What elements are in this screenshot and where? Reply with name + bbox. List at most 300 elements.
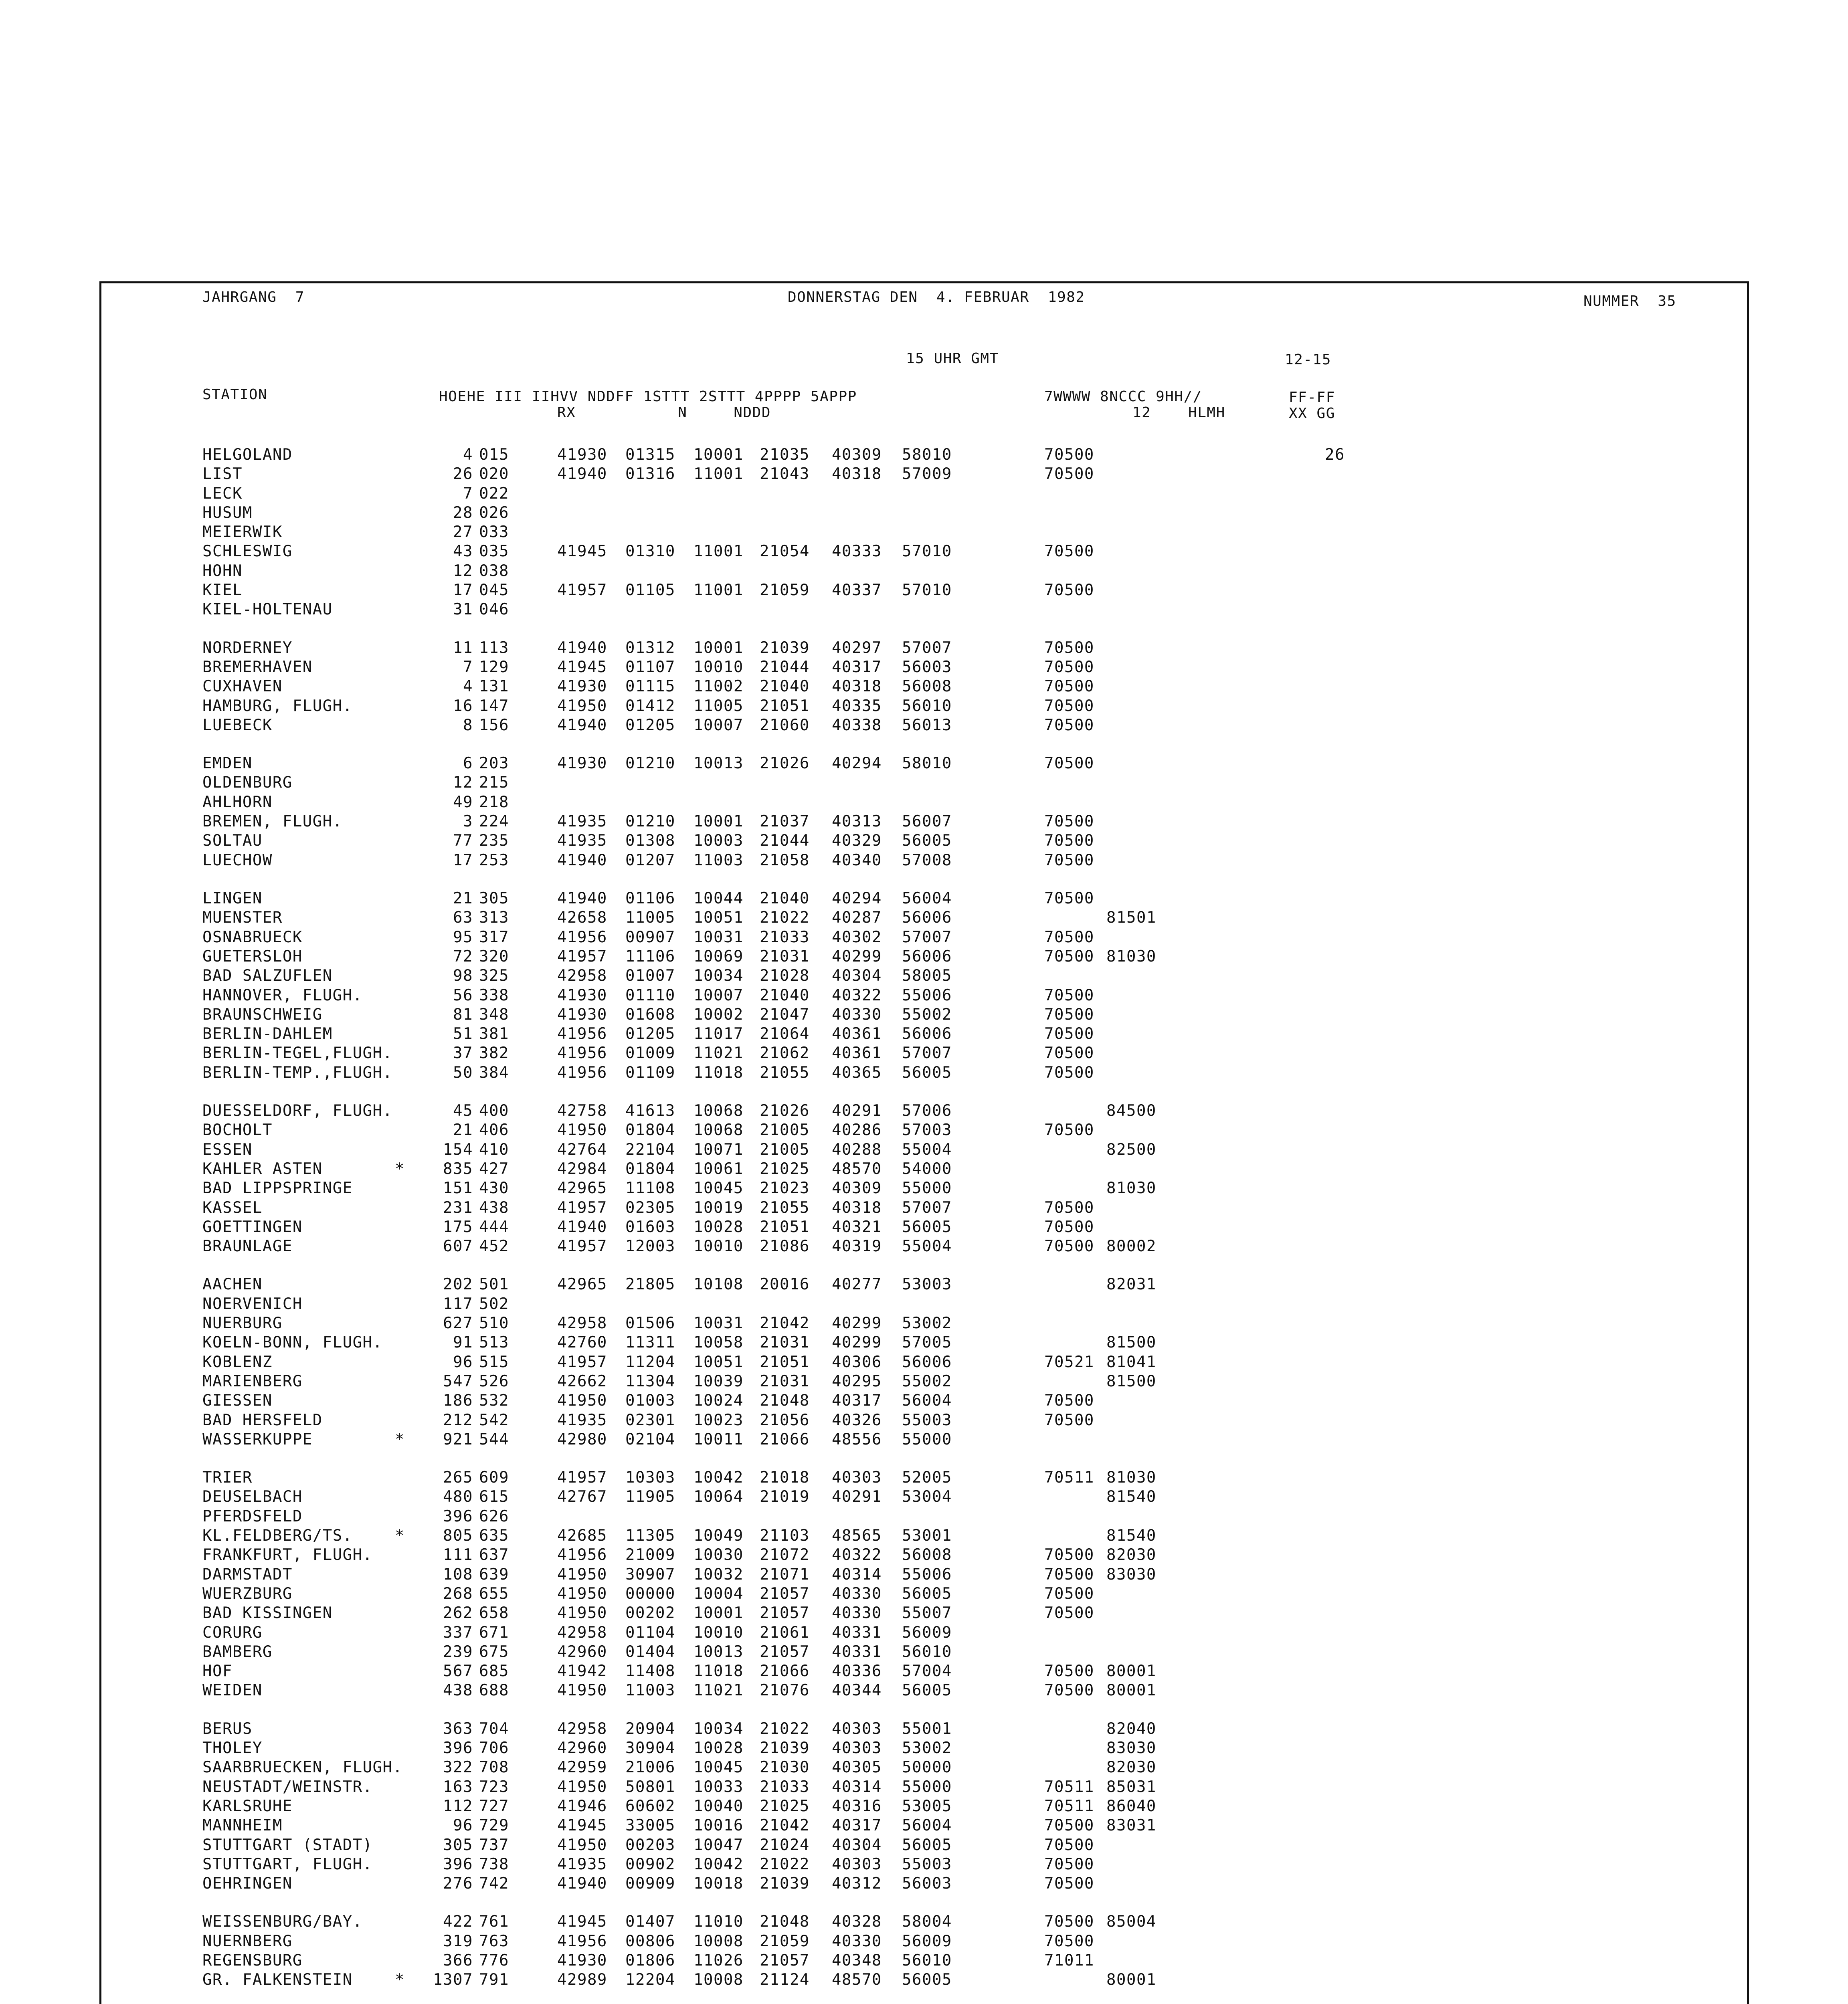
report-group: 21024 [760,1836,810,1854]
report-group: 81030 [1106,1179,1157,1197]
wind-gust: 26 [1325,446,1345,464]
report-group: 70500 [1044,1237,1094,1255]
report-group: 40286 [832,1121,882,1139]
report-group: 56005 [902,832,952,850]
report-group: 40326 [832,1411,882,1429]
report-group: 21054 [760,542,810,560]
report-group: 21022 [760,909,810,927]
report-group: 42958 [557,1314,607,1332]
report-group: 10061 [694,1160,744,1178]
report-group: 21037 [760,812,810,830]
station-height: 239 [443,1643,473,1661]
report-group: 10042 [694,1855,744,1873]
station-name: BRAUNSCHWEIG [202,1006,323,1024]
report-group: 40297 [832,639,882,657]
station-height: 43 [453,542,473,560]
report-group: 56003 [902,1875,952,1893]
report-group: 56009 [902,1624,952,1642]
volume-label: JAHRGANG 7 [202,289,305,305]
station-height: 81 [453,1006,473,1024]
report-group: 21026 [760,1102,810,1120]
report-group: 41950 [557,1604,607,1622]
report-group: 21056 [760,1411,810,1429]
report-group: 40277 [832,1275,882,1293]
report-group: 11001 [694,542,744,560]
report-group: 41950 [557,1392,607,1410]
station-name: LECK [202,485,243,503]
station-number: 026 [479,504,509,522]
report-group: 00902 [625,1855,675,1873]
station-name: LINGEN [202,889,263,907]
report-group: 21064 [760,1025,810,1043]
station-number: 338 [479,986,509,1004]
report-group: 40316 [832,1797,882,1815]
report-group: 50801 [625,1778,675,1796]
report-group: 10010 [694,1624,744,1642]
report-group: 10010 [694,1237,744,1255]
report-group: 21019 [760,1488,810,1506]
station-height: 322 [443,1758,473,1776]
report-group: 30907 [625,1566,675,1584]
station-name: NEUSTADT/WEINSTR. [202,1778,373,1796]
report-group: 40317 [832,1816,882,1834]
report-group: 40365 [832,1064,882,1082]
report-group: 01312 [625,639,675,657]
report-group: 40330 [832,1932,882,1950]
report-group: 01315 [625,446,675,464]
station-number: 253 [479,851,509,869]
station-height: 63 [453,909,473,927]
station-name: KIEL [202,581,243,599]
report-group: 70500 [1044,1681,1094,1699]
station-number: 776 [479,1951,509,1970]
station-height: 26 [453,465,473,483]
report-group: 21023 [760,1179,810,1197]
report-group: 41940 [557,1875,607,1893]
report-group: 01804 [625,1160,675,1178]
station-number: 215 [479,774,509,792]
report-group: 82030 [1106,1758,1157,1776]
report-group: 42984 [557,1160,607,1178]
report-group: 21066 [760,1430,810,1448]
report-group: 10033 [694,1778,744,1796]
station-number: 658 [479,1604,509,1622]
station-height: 27 [453,523,473,541]
station-name: BAD LIPPSPRINGE [202,1179,353,1197]
report-group: 10001 [694,1604,744,1622]
report-group: 70500 [1044,1411,1094,1429]
report-group: 82040 [1106,1720,1157,1738]
station-number: 410 [479,1141,509,1159]
station-height: 31 [453,600,473,618]
report-group: 10002 [694,1006,744,1024]
station-name: BAD SALZUFLEN [202,967,333,985]
station-name: KOELN-BONN, FLUGH. [202,1333,383,1351]
report-group: 10008 [694,1932,744,1950]
station-name: NORDERNEY [202,639,293,657]
report-group: 56004 [902,1392,952,1410]
station-height: 91 [453,1333,473,1351]
report-group: 10047 [694,1836,744,1854]
station-number: 738 [479,1855,509,1873]
report-group: 41950 [557,1778,607,1796]
station-number: 129 [479,658,509,676]
station-number: 320 [479,947,509,966]
report-group: 11002 [694,677,744,695]
report-group: 40304 [832,967,882,985]
station-number: 348 [479,1006,509,1024]
report-group: 70521 [1044,1353,1094,1371]
station-number: 438 [479,1199,509,1217]
report-group: 21059 [760,1932,810,1950]
station-number: 510 [479,1314,509,1332]
report-group: 41950 [557,1121,607,1139]
report-group: 56004 [902,1816,952,1834]
report-group: 70500 [1044,1199,1094,1217]
report-group: 21006 [625,1758,675,1776]
station-height: 12 [453,774,473,792]
report-group: 40338 [832,716,882,734]
report-group: 70500 [1044,677,1094,695]
report-group: 21039 [760,639,810,657]
report-group: 48556 [832,1430,882,1448]
report-group: 21057 [760,1951,810,1970]
station-height: 50 [453,1064,473,1082]
station-height: 186 [443,1392,473,1410]
report-group: 42960 [557,1643,607,1661]
report-group: 11017 [694,1025,744,1043]
station-height: 96 [453,1816,473,1834]
report-group: 21033 [760,928,810,946]
report-group: 10024 [694,1392,744,1410]
report-group: 41957 [557,947,607,966]
report-group: 10008 [694,1971,744,1989]
station-name: MANNHEIM [202,1816,283,1834]
station-height: 21 [453,889,473,907]
report-group: 01205 [625,1025,675,1043]
report-group: 00000 [625,1585,675,1603]
station-height: 305 [443,1836,473,1854]
station-name: STUTTGART, FLUGH. [202,1855,373,1873]
report-group: 01806 [625,1951,675,1970]
report-group: 01110 [625,986,675,1004]
report-group: 10071 [694,1141,744,1159]
report-group: 10034 [694,1720,744,1738]
report-group: 12003 [625,1237,675,1255]
report-group: 42959 [557,1758,607,1776]
report-group: 56006 [902,909,952,927]
report-group: 70500 [1044,1546,1094,1564]
report-group: 21044 [760,658,810,676]
report-group: 21040 [760,677,810,695]
report-group: 56003 [902,658,952,676]
report-group: 81540 [1106,1488,1157,1506]
report-group: 56013 [902,716,952,734]
report-group: 57004 [902,1662,952,1680]
col-header-station: STATION [202,386,268,403]
report-group: 40288 [832,1141,882,1159]
report-group: 21031 [760,947,810,966]
report-group: 41945 [557,542,607,560]
report-group: 55000 [902,1778,952,1796]
report-group: 41942 [557,1662,607,1680]
station-number: 609 [479,1469,509,1487]
report-group: 85031 [1106,1778,1157,1796]
station-number: 020 [479,465,509,483]
report-group: 57008 [902,851,952,869]
report-group: 10045 [694,1758,744,1776]
station-number: 381 [479,1025,509,1043]
report-group: 41940 [557,465,607,483]
station-name: LIST [202,465,243,483]
report-group: 41946 [557,1797,607,1815]
report-group: 10028 [694,1218,744,1236]
report-group: 41956 [557,928,607,946]
station-number: 685 [479,1662,509,1680]
station-height: 276 [443,1875,473,1893]
station-number: 515 [479,1353,509,1371]
report-group: 55007 [902,1604,952,1622]
station-height: 6 [463,754,473,772]
report-group: 10001 [694,812,744,830]
report-group: 41957 [557,1199,607,1217]
report-group: 80001 [1106,1971,1157,1989]
station-name: BERLIN-TEGEL,FLUGH. [202,1044,393,1062]
station-height: 627 [443,1314,473,1332]
station-number: 526 [479,1372,509,1390]
report-group: 21071 [760,1566,810,1584]
report-group: 57009 [902,465,952,483]
report-group: 10013 [694,1643,744,1661]
report-group: 40348 [832,1951,882,1970]
report-group: 57007 [902,928,952,946]
report-group: 11311 [625,1333,675,1351]
station-name: THOLEY [202,1739,263,1757]
report-group: 10004 [694,1585,744,1603]
report-group: 70500 [1044,1875,1094,1893]
report-group: 40318 [832,1199,882,1217]
station-name: EMDEN [202,754,253,772]
report-group: 11003 [625,1681,675,1699]
station-number: 046 [479,600,509,618]
report-group: 10018 [694,1875,744,1893]
report-group: 11026 [694,1951,744,1970]
report-group: 21051 [760,1353,810,1371]
station-height: 567 [443,1662,473,1680]
report-group: 70500 [1044,1025,1094,1043]
report-group: 01603 [625,1218,675,1236]
report-group: 11204 [625,1353,675,1371]
report-group: 41945 [557,658,607,676]
report-group: 70500 [1044,754,1094,772]
report-group: 21028 [760,967,810,985]
report-group: 70500 [1044,1836,1094,1854]
station-name: LUECHOW [202,851,273,869]
report-group: 55003 [902,1855,952,1873]
report-group: 01404 [625,1643,675,1661]
station-number: 444 [479,1218,509,1236]
report-group: 57007 [902,1044,952,1062]
station-number: 615 [479,1488,509,1506]
report-group: 41950 [557,697,607,715]
report-group: 55002 [902,1372,952,1390]
report-group: 70500 [1044,1006,1094,1024]
station-name: MEIERWIK [202,523,283,541]
report-group: 40299 [832,947,882,966]
report-group: 40336 [832,1662,882,1680]
report-group: 01107 [625,658,675,676]
station-height: 12 [453,562,473,580]
report-group: 70511 [1044,1469,1094,1487]
report-group: 56009 [902,1932,952,1950]
report-group: 57010 [902,542,952,560]
report-group: 70511 [1044,1797,1094,1815]
report-group: 40313 [832,812,882,830]
station-height: 151 [443,1179,473,1197]
report-group: 56007 [902,812,952,830]
station-name: DUESSELDORF, FLUGH. [202,1102,393,1120]
report-group: 42958 [557,1720,607,1738]
report-group: 10016 [694,1816,744,1834]
report-group: 10030 [694,1546,744,1564]
station-name: WEIDEN [202,1681,263,1699]
report-group: 41930 [557,986,607,1004]
report-group: 70500 [1044,658,1094,676]
station-number: 635 [479,1527,509,1545]
report-group: 21048 [760,1913,810,1931]
report-group: 85004 [1106,1913,1157,1931]
station-height: 7 [463,485,473,503]
station-height: 805 [443,1527,473,1545]
report-group: 21039 [760,1875,810,1893]
report-group: 10068 [694,1102,744,1120]
station-number: 038 [479,562,509,580]
report-group: 40314 [832,1778,882,1796]
report-group: 42685 [557,1527,607,1545]
report-group: 41950 [557,1566,607,1584]
report-group: 41940 [557,1218,607,1236]
report-group: 20904 [625,1720,675,1738]
report-group: 57007 [902,639,952,657]
report-group: 70500 [1044,446,1094,464]
report-group: 81041 [1106,1353,1157,1371]
station-name: BERUS [202,1720,253,1738]
report-group: 21057 [760,1643,810,1661]
report-group: 71011 [1044,1951,1094,1970]
report-group: 21062 [760,1044,810,1062]
report-group: 21025 [760,1797,810,1815]
report-group: 21057 [760,1604,810,1622]
report-group: 41956 [557,1546,607,1564]
station-height: 202 [443,1275,473,1293]
report-group: 10034 [694,967,744,985]
station-height: 112 [443,1797,473,1815]
report-group: 41613 [625,1102,675,1120]
report-group: 40361 [832,1025,882,1043]
report-group: 01210 [625,812,675,830]
report-group: 40304 [832,1836,882,1854]
report-group: 00806 [625,1932,675,1950]
report-group: 70500 [1044,947,1094,966]
station-number: 305 [479,889,509,907]
station-height: 7 [463,658,473,676]
report-group: 00907 [625,928,675,946]
station-name: HOHN [202,562,243,580]
station-number: 382 [479,1044,509,1062]
report-group: 70500 [1044,1855,1094,1873]
report-group: 11001 [694,581,744,599]
station-name: KL.FELDBERG/TS. [202,1527,353,1545]
report-group: 10031 [694,928,744,946]
station-name: REGENSBURG [202,1951,303,1970]
report-group: 41930 [557,677,607,695]
station-number: 501 [479,1275,509,1293]
mountain-marker: * [395,1160,405,1178]
report-group: 58005 [902,967,952,985]
report-group: 01009 [625,1044,675,1062]
station-height: 163 [443,1778,473,1796]
report-group: 56006 [902,1353,952,1371]
observation-period: 12-15 [1285,352,1331,368]
report-group: 11005 [625,909,675,927]
report-group: 70500 [1044,1604,1094,1622]
report-group: 41935 [557,1855,607,1873]
report-group: 40330 [832,1585,882,1603]
station-name: GOETTINGEN [202,1218,303,1236]
report-group: 60602 [625,1797,675,1815]
report-group: 02104 [625,1430,675,1448]
col-header-weather-sub: 12 HLMH [1132,404,1225,421]
station-number: 626 [479,1507,509,1525]
report-group: 21076 [760,1681,810,1699]
report-group: 40303 [832,1720,882,1738]
report-group: 40361 [832,1044,882,1062]
station-height: 17 [453,851,473,869]
mountain-marker: * [395,1527,405,1545]
report-group: 81030 [1106,1469,1157,1487]
report-group: 41957 [557,1353,607,1371]
report-group: 21805 [625,1275,675,1293]
report-group: 21026 [760,754,810,772]
report-group: 01007 [625,967,675,985]
report-group: 10042 [694,1469,744,1487]
station-name: ESSEN [202,1141,253,1159]
report-group: 55003 [902,1411,952,1429]
report-group: 21042 [760,1816,810,1834]
report-group: 40303 [832,1469,882,1487]
station-name: BERLIN-TEMP.,FLUGH. [202,1064,393,1082]
report-group: 21040 [760,986,810,1004]
report-group: 40322 [832,1546,882,1564]
station-name: KAHLER ASTEN [202,1160,323,1178]
station-height: 265 [443,1469,473,1487]
report-group: 56005 [902,1681,952,1699]
report-group: 40335 [832,697,882,715]
report-group: 42989 [557,1971,607,1989]
report-group: 10003 [694,832,744,850]
station-height: 49 [453,793,473,811]
station-name: MUENSTER [202,909,283,927]
station-name: HANNOVER, FLUGH. [202,986,363,1004]
station-height: 117 [443,1295,473,1313]
report-group: 40321 [832,1218,882,1236]
report-group: 55006 [902,986,952,1004]
report-group: 21060 [760,716,810,734]
report-group: 55006 [902,1566,952,1584]
mountain-marker: * [395,1971,405,1989]
col-header-wind-sub: XX GG [1289,405,1335,422]
station-name: GR. FALKENSTEIN [202,1971,353,1989]
